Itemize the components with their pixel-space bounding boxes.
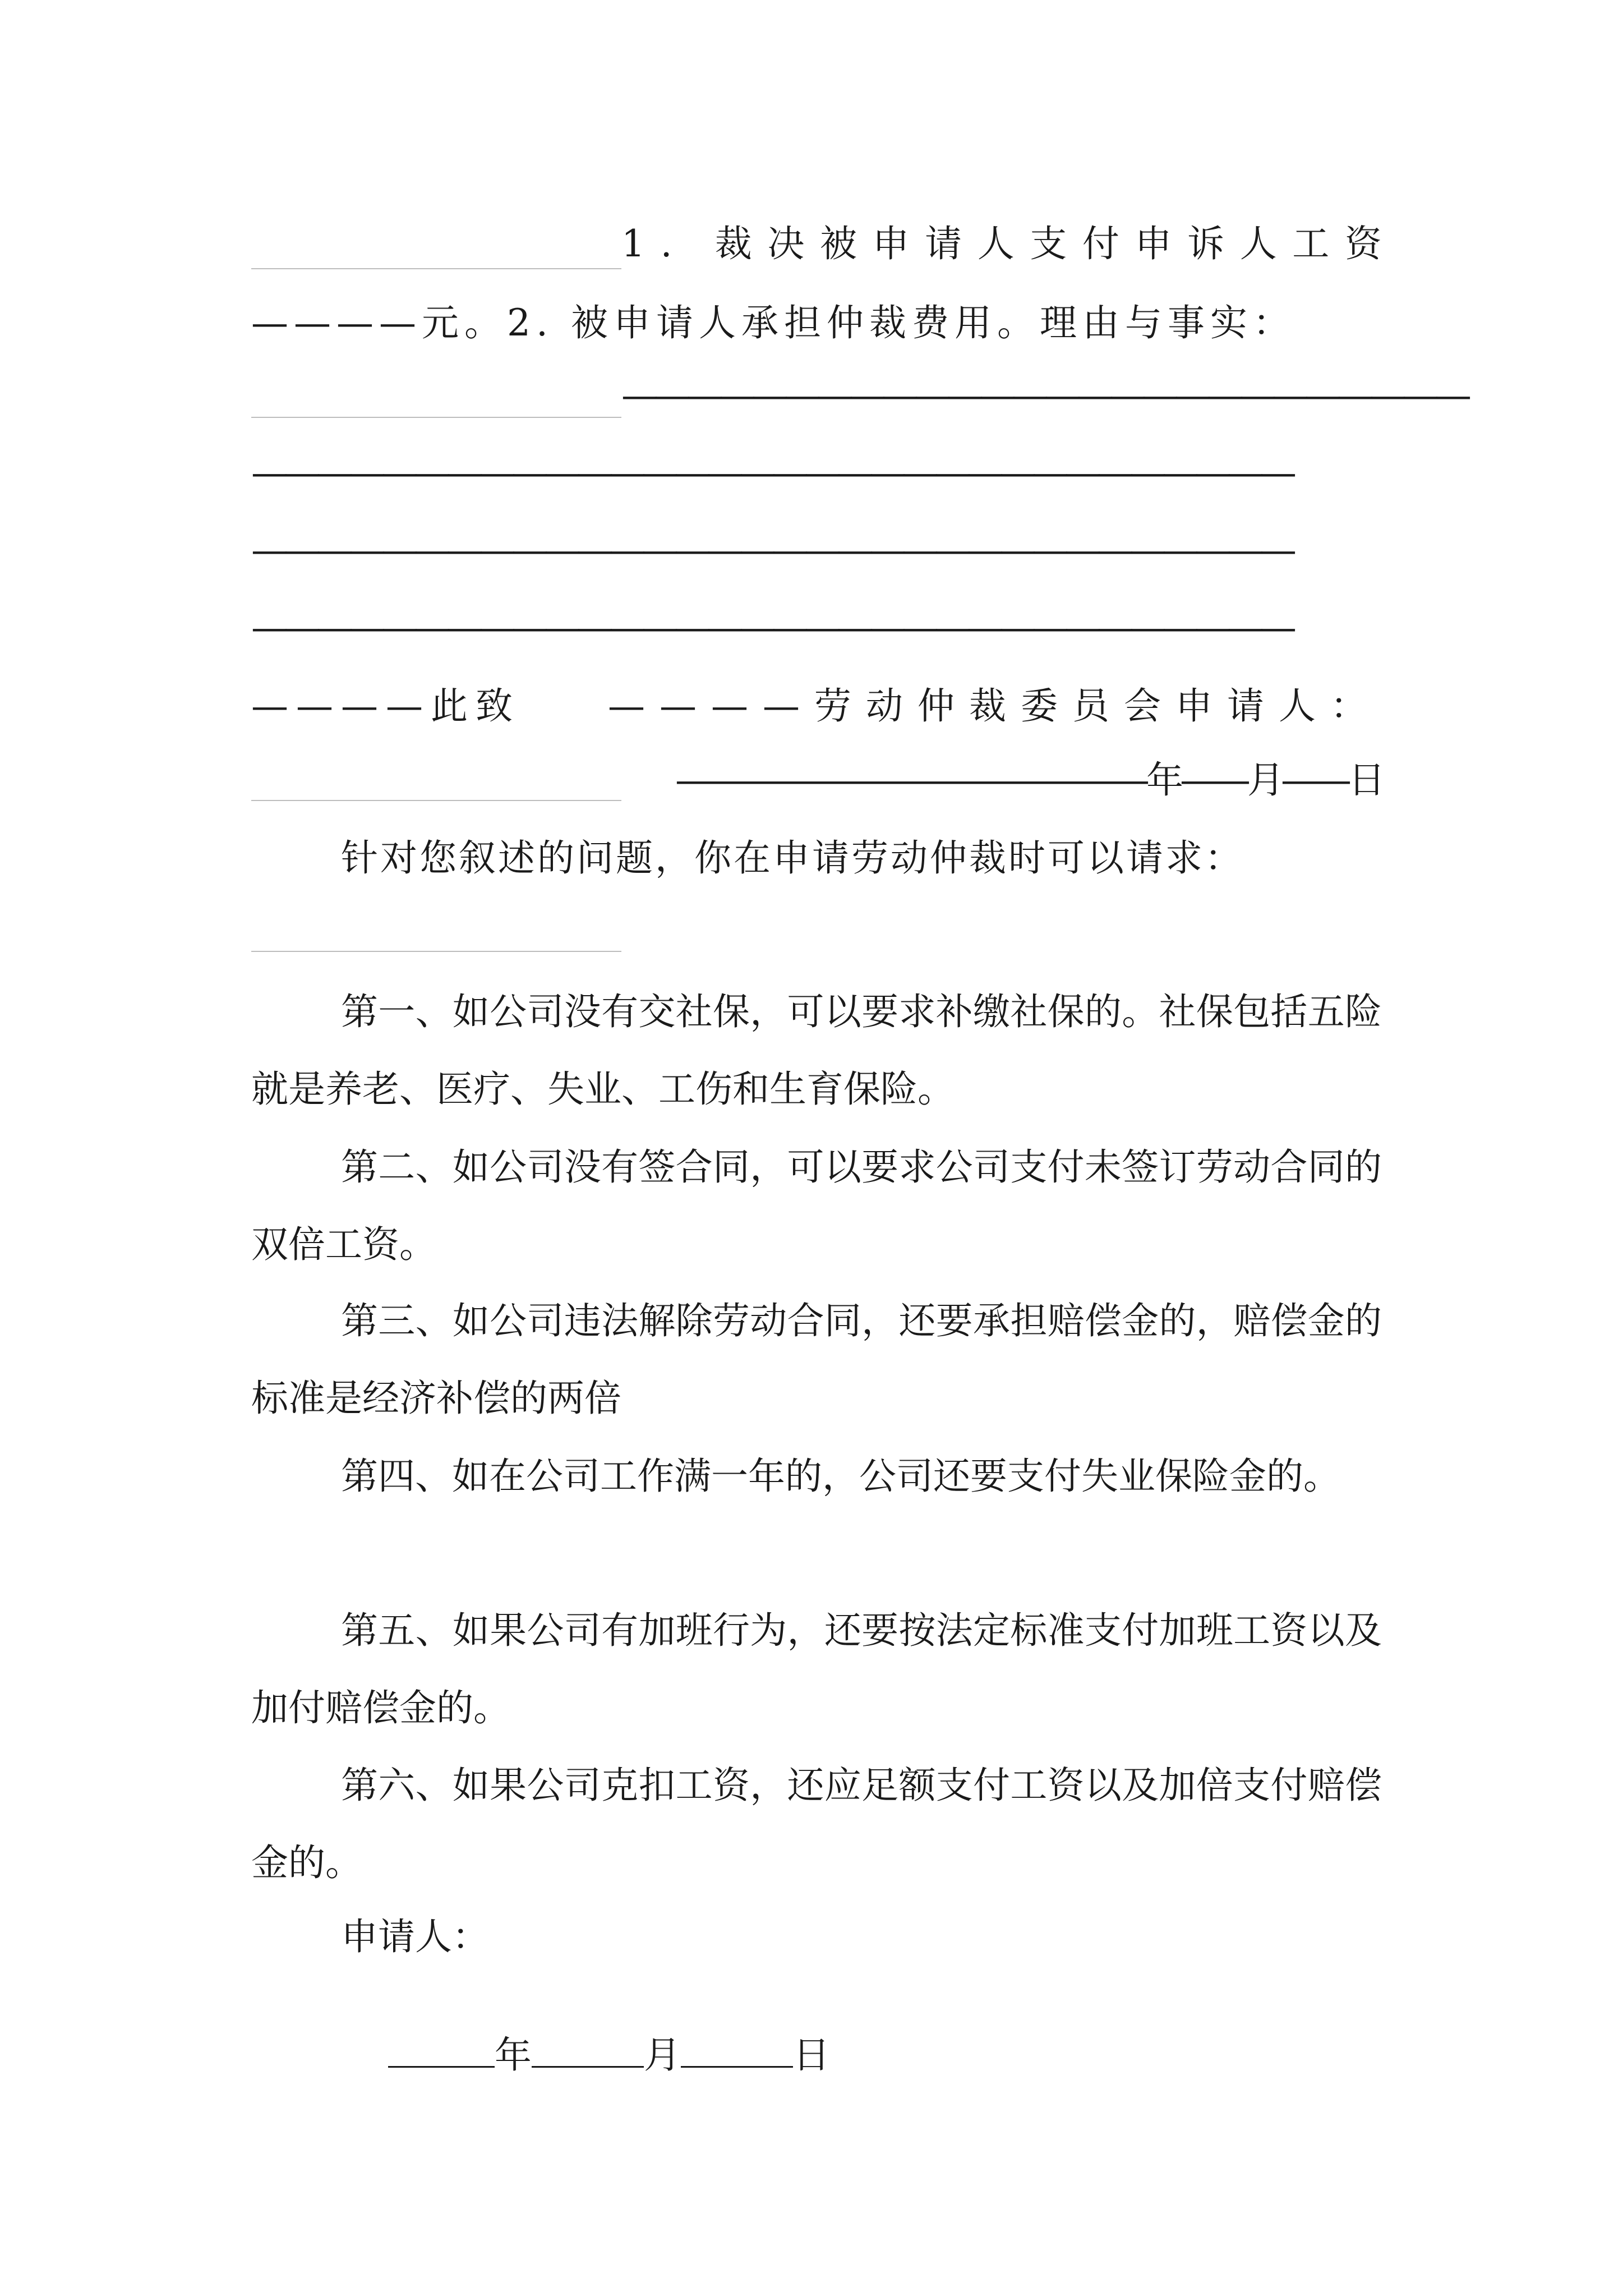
glyph: . [660, 222, 672, 265]
glyph: 申 [872, 222, 910, 265]
month-blank[interactable] [532, 2032, 644, 2068]
blank-rule [251, 951, 621, 952]
applicant-label: 申请人： [341, 1915, 489, 1958]
glyph: 支 [1030, 222, 1067, 265]
advice-item-1: 第一、如公司没有交社保，可以要求补缴社保的。社保包括五险就是养老、医疗、失业、工伤和生育保险。 [251, 990, 1382, 1111]
glyph: 人 [977, 222, 1015, 265]
form-line-8: ——————————————年——月——日 [675, 758, 1382, 802]
form-line-5: ———————————————————————————————— [251, 528, 1292, 572]
blank-rule [251, 268, 621, 269]
month-label: 月 [643, 2033, 681, 2077]
signature-date [341, 1995, 830, 2111]
form-line-7 [251, 684, 1382, 728]
glyph: 请 [925, 222, 962, 265]
glyph: 裁 [714, 222, 752, 265]
glyph: 被 [819, 222, 857, 265]
closing-phrase: ————此致 [251, 684, 520, 728]
form-line-1 [621, 222, 1382, 265]
advice-item-3: 第三、如公司违法解除劳动合同，还要承担赔偿金的，赔偿金的标准是经济补偿的两倍 [251, 1299, 1382, 1420]
glyph: 1 [621, 222, 645, 265]
form-line-3: —————————————————————————— [621, 374, 1467, 417]
glyph: 诉 [1187, 222, 1225, 265]
advice-intro: 针对您叙述的问题，你在申请劳动仲裁时可以请求： [341, 836, 1244, 880]
day-label: 日 [792, 2033, 830, 2077]
advice-item-5: 第五、如果公司有加班行为，还要按法定标准支付加班工资以及加付赔偿金的。 [251, 1609, 1382, 1729]
glyph: 资 [1344, 222, 1382, 265]
blank-rule [251, 417, 621, 418]
year-label: 年 [494, 2033, 532, 2077]
day-blank[interactable] [681, 2032, 793, 2068]
blank-rule [251, 800, 621, 801]
glyph: 人 [1239, 222, 1277, 265]
form-line-2: ————元。2. 被申请人承担仲裁费用。理由与事实： [251, 301, 1295, 344]
form-line-4: ———————————————————————————————— [251, 451, 1292, 494]
advice-item-2: 第二、如公司没有签合同，可以要求公司支付未签订劳动合同的双倍工资。 [251, 1145, 1382, 1266]
committee-applicant-label: ————劳动仲裁委员会申请人： [608, 684, 1382, 728]
advice-item-4: 第四、如在公司工作满一年的，公司还要支付失业保险金的。 [341, 1455, 1340, 1498]
glyph [688, 226, 699, 263]
year-blank[interactable] [388, 2032, 495, 2068]
glyph: 申 [1135, 222, 1172, 265]
glyph: 工 [1292, 222, 1330, 265]
advice-item-6: 第六、如果公司克扣工资，还应足额支付工资以及加倍支付赔偿金的。 [251, 1764, 1382, 1884]
glyph: 决 [767, 222, 805, 265]
form-line-6: ———————————————————————————————— [251, 606, 1292, 649]
glyph: 付 [1082, 222, 1119, 265]
